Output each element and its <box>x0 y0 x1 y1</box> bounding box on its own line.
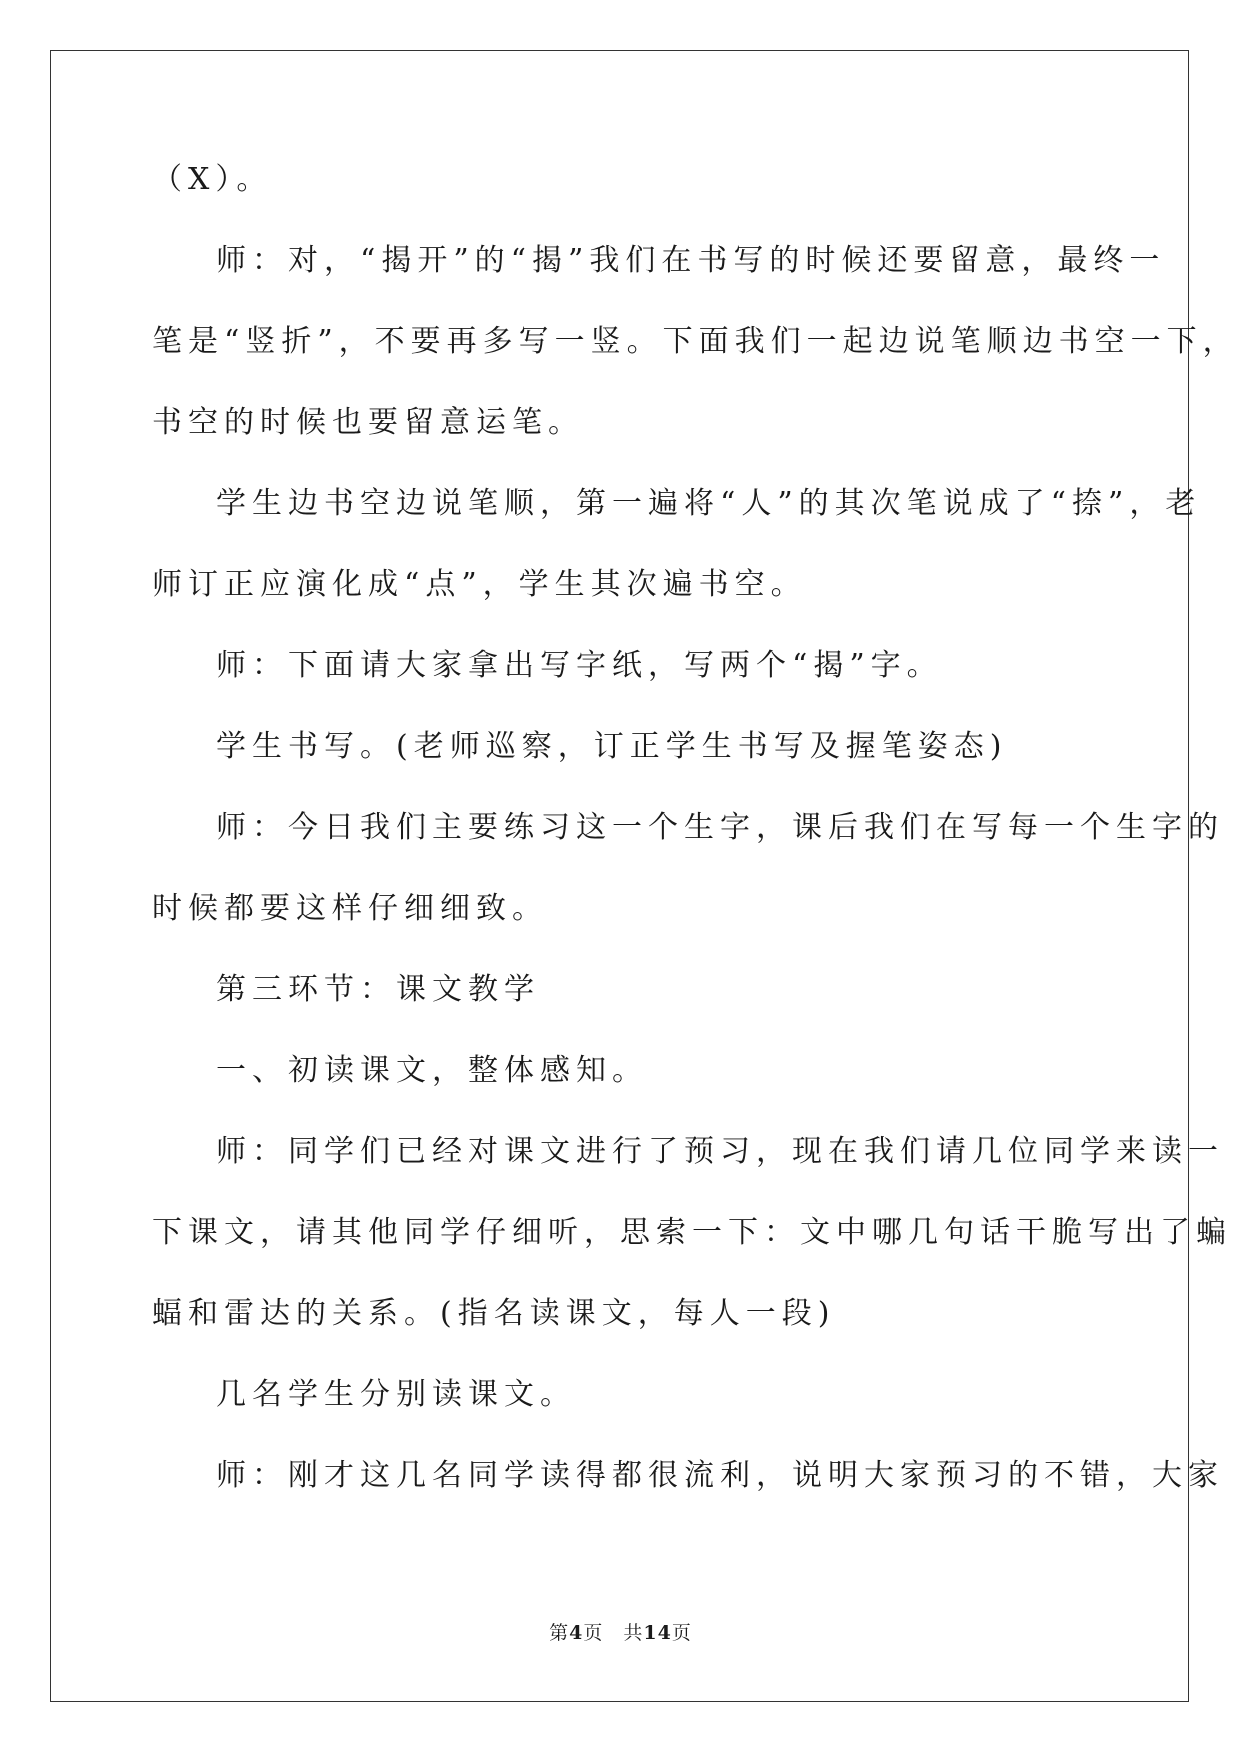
body-line: 几名学生分别读课文。 <box>216 1377 576 1412</box>
body-line: 笔是“竖折”，不要再多写一竖。下面我们一起边说笔顺边书空一下， <box>152 324 1239 359</box>
body-line: 蝠和雷达的关系。(指名读课文，每人一段) <box>152 1296 836 1331</box>
body-line: 学生边书空边说笔顺，第一遍将“人”的其次笔说成了“捺”，老 <box>216 486 1202 521</box>
footer-prefix: 第 <box>549 1622 570 1644</box>
body-line: （X）。 <box>152 162 273 197</box>
body-line: 书空的时候也要留意运笔。 <box>152 405 584 440</box>
body-line: 师订正应演化成“点”，学生其次遍书空。 <box>152 567 807 602</box>
body-line: 师：刚才这几名同学读得都很流利，说明大家预习的不错，大家 <box>216 1458 1224 1493</box>
section-heading: 第三环节：课文教学 <box>216 972 540 1007</box>
document-body <box>152 160 1239 1537</box>
body-line: 下课文，请其他同学仔细听，思索一下：文中哪几句话干脆写出了蝙 <box>152 1215 1232 1250</box>
subsection-heading: 一、初读课文，整体感知。 <box>216 1053 648 1088</box>
body-line: 学生书写。(老师巡察，订正学生书写及握笔姿态) <box>216 729 1008 764</box>
body-line: 师：同学们已经对课文进行了预习，现在我们请几位同学来读一 <box>216 1134 1224 1169</box>
total-pages: 14 <box>643 1622 672 1644</box>
footer-suffix: 页 <box>671 1622 692 1644</box>
page-footer <box>0 1618 1241 1645</box>
body-line: 师：今日我们主要练习这一个生字，课后我们在写每一个生字的 <box>216 810 1224 845</box>
page-number: 4 <box>569 1622 584 1644</box>
footer-mid: 页 共 <box>583 1622 644 1644</box>
body-line: 师：对，“揭开”的“揭”我们在书写的时候还要留意，最终一 <box>216 243 1166 278</box>
body-line: 时候都要这样仔细细致。 <box>152 891 548 926</box>
body-line: 师：下面请大家拿出写字纸，写两个“揭”字。 <box>216 648 943 683</box>
